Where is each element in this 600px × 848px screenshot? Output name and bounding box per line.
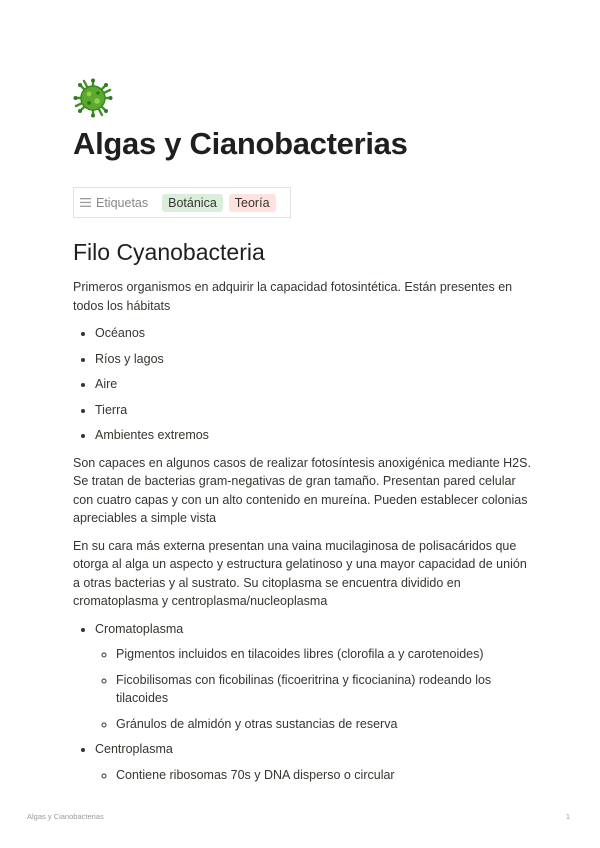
property-label-text: Etiquetas [96, 195, 149, 210]
footer-title: Algas y Cianobacterias [27, 812, 104, 821]
list-icon [80, 198, 91, 207]
paragraph-photosynthesis: Son capaces en algunos casos de realizar fotosíntesis anoxigénica mediante H2S. Se tratan de bacterias gram-negativas de gran tamaño. Presentan pared celular con cuatro capas y con un alto contenido en mureína. Pueden establecer colonias apreciables a simple vista [73, 455, 531, 525]
sublist-item: ◦ Ficobilisomas con ficobilinas (ficoeritrina y ficocianina) rodeando los tilacoides [116, 671, 533, 708]
property-label [80, 196, 148, 210]
list-item: • Ríos y lagos [95, 350, 533, 369]
tag-botanica[interactable]: Botánica [162, 194, 223, 212]
paragraph-structure: En su cara más externa presentan una vaina mucilaginosa de polisacáridos que otorga al alga un aspecto y estructura gelatinoso y una mayor capacidad de unión a otras bacterias y al sustrato. Su citoplasma se encuentra dividido en cromatoplasma y centroplasma/nucleoplasma [73, 538, 527, 608]
structure-list [73, 620, 533, 785]
page-number: 1 [565, 812, 570, 821]
list-item: • Ambientes extremos [95, 426, 533, 445]
microbe-icon [73, 78, 113, 118]
properties-bar [73, 187, 291, 218]
list-item-label: Cromatoplasma [95, 621, 184, 636]
list-item: • Tierra [95, 401, 533, 420]
sublist-item: ◦ Gránulos de almidón y otras sustancias de reserva [116, 715, 533, 734]
section-heading: Filo Cyanobacteria [73, 239, 265, 265]
sublist-item: ◦ Contiene ribosomas 70s y DNA disperso o circular [116, 766, 533, 785]
habitats-list [73, 324, 533, 445]
sublist-item: ◦ Pigmentos incluidos en tilacoides libres (clorofila a y carotenoides) [116, 645, 533, 664]
list-item: • Océanos [95, 324, 533, 343]
list-item-centroplasma [95, 740, 533, 784]
list-item: • Aire [95, 375, 533, 394]
tag-teoria[interactable]: Teoría [229, 194, 276, 212]
sublist [95, 645, 533, 733]
intro-paragraph: Primeros organismos en adquirir la capacidad fotosintética. Están presentes en todos los hábitats [73, 280, 513, 313]
sublist [95, 766, 533, 785]
list-item-label: Centroplasma [95, 742, 173, 756]
page-footer [27, 812, 570, 821]
list-item-cromatoplasma [95, 620, 533, 734]
page-content [73, 78, 533, 793]
page-title: Algas y Cianobacterias [73, 126, 408, 161]
